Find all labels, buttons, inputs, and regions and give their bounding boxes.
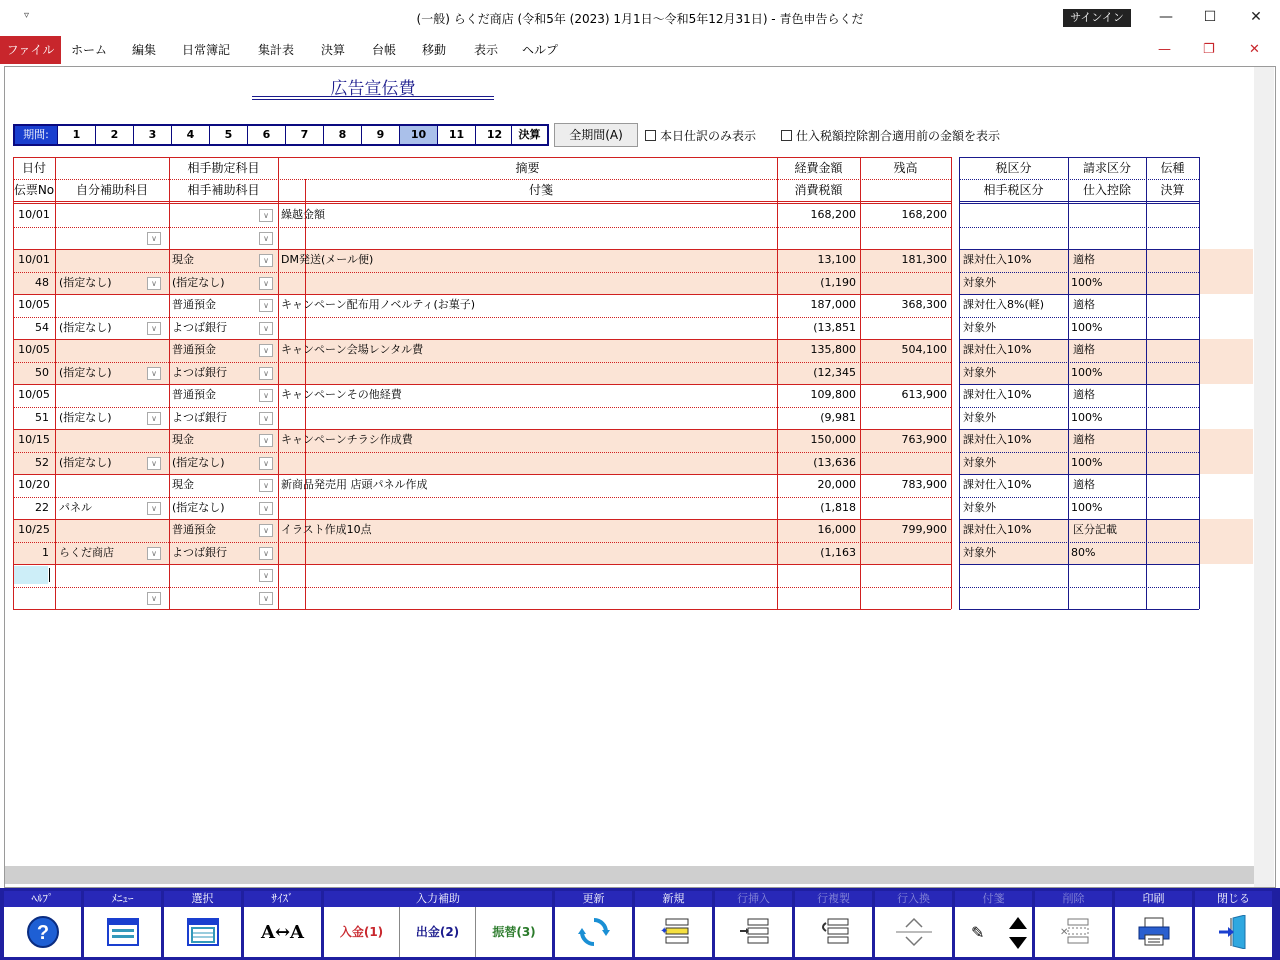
row-voucher-no[interactable]	[15, 587, 53, 609]
menu-view[interactable]: 表示	[473, 43, 498, 57]
menu-file[interactable]: ファイル	[0, 36, 61, 64]
transfer-button[interactable]: 振替(3)	[492, 925, 536, 939]
mdi-close-icon[interactable]: ✕	[1249, 42, 1260, 57]
grid-line	[959, 157, 960, 609]
row-own-sub[interactable]: (指定なし)	[59, 365, 112, 379]
row-balance[interactable]: 368,300	[901, 298, 947, 311]
row-summary[interactable]: キャンペーン会場レンタル費	[281, 343, 424, 356]
menu-button[interactable]	[84, 891, 161, 957]
row-summary[interactable]: イラスト作成10点	[281, 523, 372, 536]
all-period-button[interactable]: 全期間(A)	[554, 123, 638, 147]
grid-line	[13, 157, 14, 609]
row-counter-tax-class[interactable]: 対象外	[963, 365, 996, 379]
grid-line	[959, 157, 1199, 158]
new-row-icon	[635, 907, 712, 957]
row-date[interactable]: 10/20	[18, 478, 50, 491]
menu-window-icon	[84, 907, 161, 957]
refresh-label: 更新	[555, 891, 632, 907]
chevron-down-icon[interactable]: ∨	[147, 547, 161, 560]
row-balance[interactable]: 613,900	[901, 388, 947, 401]
period-label: 期間:	[15, 126, 57, 144]
row-tax-class[interactable]: 課対仕入10%	[963, 433, 1032, 446]
row-summary[interactable]: キャンペーンチラシ作成費	[281, 433, 413, 446]
delete-button[interactable]	[1035, 891, 1112, 957]
minimize-icon[interactable]: —	[1159, 9, 1173, 25]
row-amount[interactable]: 20,000	[817, 478, 856, 491]
only-today-label: 本日仕訳のみ表示	[660, 129, 757, 143]
row-counter-tax-class[interactable]: 対象外	[963, 275, 996, 289]
chevron-down-icon[interactable]: ∨	[147, 232, 161, 245]
period-month-7[interactable]: 7	[285, 126, 323, 144]
row-invoice-class[interactable]: 適格	[1073, 433, 1095, 446]
row-counter-sub[interactable]	[172, 227, 260, 249]
row-summary[interactable]: 新商品発売用 店頭パネル作成	[281, 478, 428, 491]
row-counter-tax-class[interactable]: 対象外	[963, 545, 996, 559]
tag-updown-icon[interactable]	[1007, 913, 1029, 953]
header-tax-amount: 消費税額	[794, 183, 843, 197]
header-counter-account: 相手勘定科目	[187, 161, 260, 175]
menu-help[interactable]: ヘルプ	[521, 43, 558, 57]
row-balance[interactable]: 763,900	[901, 433, 947, 446]
row-counter-sub[interactable]: (指定なし)	[172, 455, 225, 469]
chevron-down-icon[interactable]: ∨	[259, 502, 273, 515]
chevron-down-icon[interactable]: ∨	[259, 569, 273, 582]
row-tax-class[interactable]	[963, 204, 1067, 226]
close-button[interactable]	[1195, 891, 1272, 957]
grid-line	[13, 201, 951, 202]
chevron-down-icon[interactable]: ∨	[259, 367, 273, 380]
row-amount[interactable]	[777, 564, 860, 586]
menu-home[interactable]: ホーム	[70, 43, 107, 57]
row-amount[interactable]: 150,000	[810, 433, 856, 446]
row-summary[interactable]: キャンペーン配布用ノベルティ(お菓子)	[281, 298, 476, 311]
checkbox-icon[interactable]	[781, 130, 792, 141]
row-counter-tax-class[interactable]: 対象外	[963, 410, 996, 424]
row-counter-account[interactable]	[172, 204, 260, 226]
chevron-down-icon[interactable]: ∨	[259, 524, 273, 537]
expense-button[interactable]: 出金(2)	[400, 907, 476, 957]
chevron-down-icon[interactable]: ∨	[259, 322, 273, 335]
row-tax[interactable]	[777, 587, 860, 609]
row-tax-class[interactable]	[963, 564, 1067, 586]
row-summary[interactable]: キャンペーンその他経費	[281, 388, 402, 401]
row-tax-class[interactable]: 課対仕入10%	[963, 478, 1032, 491]
row-counter-sub[interactable]: よつば銀行	[172, 545, 227, 559]
mdi-restore-icon[interactable]: ❐	[1203, 42, 1215, 57]
chevron-down-icon[interactable]: ∨	[147, 592, 161, 605]
row-invoice-class[interactable]: 適格	[1073, 478, 1095, 491]
row-balance[interactable]: 504,100	[901, 343, 947, 356]
row-swap-button[interactable]	[875, 891, 952, 957]
row-amount[interactable]: 16,000	[817, 523, 856, 536]
print-button[interactable]	[1115, 891, 1192, 957]
row-tax-class[interactable]: 課対仕入10%	[963, 523, 1032, 536]
refresh-button[interactable]	[555, 891, 632, 957]
menu-closing[interactable]: 決算	[320, 43, 345, 57]
chevron-down-icon[interactable]: ∨	[259, 254, 273, 267]
close-label: 閉じる	[1195, 891, 1272, 907]
row-tax[interactable]: (1,163	[820, 545, 856, 559]
row-counter-tax-class[interactable]	[963, 227, 1067, 249]
row-copy-label: 行複製	[795, 891, 872, 907]
chevron-down-icon[interactable]: ∨	[259, 389, 273, 402]
new-button[interactable]	[635, 891, 712, 957]
chevron-down-icon[interactable]: ∨	[259, 232, 273, 245]
menu-move[interactable]: 移動	[421, 43, 446, 57]
row-copy-icon	[795, 907, 872, 957]
chevron-down-icon[interactable]: ∨	[259, 299, 273, 312]
header-voucher-no: 伝票No	[13, 183, 55, 197]
tag-button[interactable]	[955, 891, 1032, 957]
chevron-down-icon[interactable]: ∨	[259, 434, 273, 447]
grid-line	[959, 179, 1199, 180]
header-voucher-type: 伝種	[1160, 161, 1185, 175]
window-title: (一般) らくだ商店 (令和5年 (2023) 1月1日～令和5年12月31日) - 青色申告らくだ	[416, 12, 864, 26]
row-own-sub[interactable]: (指定なし)	[59, 320, 112, 334]
row-summary[interactable]: DM発送(メール便)	[281, 253, 374, 266]
signin-button[interactable]: サインイン	[1063, 9, 1131, 27]
income-button[interactable]: 入金(1)	[324, 907, 400, 957]
chevron-down-icon[interactable]: ∨	[259, 547, 273, 560]
row-counter-account[interactable]: 現金	[172, 253, 194, 266]
header-invoice-class: 請求区分	[1082, 161, 1131, 175]
row-counter-tax-class[interactable]: 対象外	[963, 500, 996, 514]
grid-line	[278, 157, 279, 609]
row-voucher-no[interactable]: 48	[35, 275, 49, 289]
select-label: 選択	[164, 891, 241, 907]
row-tax[interactable]: (12,345	[813, 365, 856, 379]
row-date[interactable]: 10/05	[18, 298, 50, 311]
print-label: 印刷	[1115, 891, 1192, 907]
row-tax[interactable]: (1,190	[820, 275, 856, 289]
row-summary[interactable]	[281, 564, 775, 586]
row-amount[interactable]: 13,100	[817, 253, 856, 266]
row-counter-account[interactable]: 現金	[172, 478, 194, 491]
row-tax[interactable]: (9,981	[820, 410, 856, 424]
chevron-down-icon[interactable]: ∨	[259, 277, 273, 290]
header-purchase-deduction: 仕入控除	[1082, 183, 1131, 197]
row-swap-label: 行入換	[875, 891, 952, 907]
period-month-6[interactable]: 6	[247, 126, 285, 144]
row-own-sub[interactable]: パネル	[59, 500, 92, 514]
svg-text:✕: ✕	[1059, 927, 1068, 938]
help-button[interactable]	[4, 891, 81, 957]
row-invoice-class[interactable]: 適格	[1073, 253, 1095, 266]
row-voucher-no[interactable]: 1	[42, 545, 49, 559]
printer-icon	[1115, 907, 1192, 957]
vertical-scrollbar[interactable]	[1254, 67, 1274, 887]
row-deduction[interactable]: 100%	[1071, 500, 1103, 514]
grid-line	[55, 157, 56, 609]
row-balance[interactable]: 799,900	[901, 523, 947, 536]
row-voucher-no[interactable]: 54	[35, 320, 49, 334]
checkbox-icon[interactable]	[645, 130, 656, 141]
row-tax-class[interactable]: 課対仕入10%	[963, 388, 1032, 401]
row-date[interactable]: 10/01	[18, 253, 50, 266]
row-counter-account[interactable]: 普通預金	[172, 298, 216, 311]
grid-line	[959, 201, 1199, 202]
row-deduction[interactable]: 100%	[1071, 275, 1103, 289]
grid-line	[169, 157, 170, 609]
row-deduction[interactable]	[1071, 227, 1143, 249]
row-date[interactable]: 10/05	[18, 388, 50, 401]
row-voucher-no[interactable]: 50	[35, 365, 49, 379]
row-invoice-class[interactable]	[1073, 204, 1145, 226]
select-button[interactable]	[164, 891, 241, 957]
period-month-11[interactable]: 11	[437, 126, 475, 144]
chevron-down-icon[interactable]: ∨	[147, 277, 161, 290]
grid-line	[13, 157, 951, 158]
row-deduction[interactable]: 100%	[1071, 410, 1103, 424]
period-month-3[interactable]: 3	[133, 126, 171, 144]
quick-access-icon[interactable]: ▿	[24, 10, 30, 21]
row-deduction[interactable]: 100%	[1071, 365, 1103, 379]
show-before-tax-label: 仕入税額控除割合適用前の金額を表示	[796, 129, 1001, 143]
tag-label: 付箋	[955, 891, 1032, 907]
row-counter-tax-class[interactable]: 対象外	[963, 320, 996, 334]
chevron-down-icon[interactable]: ∨	[147, 412, 161, 425]
row-counter-account[interactable]: 普通預金	[172, 523, 216, 536]
row-own-sub[interactable]: (指定なし)	[59, 410, 112, 424]
row-balance[interactable]: 783,900	[901, 478, 947, 491]
row-swap-icon	[875, 907, 952, 957]
header-counter-tax-class: 相手税区分	[983, 183, 1044, 197]
row-counter-account[interactable]: 普通預金	[172, 343, 216, 356]
chevron-down-icon[interactable]: ∨	[259, 344, 273, 357]
period-month-2[interactable]: 2	[95, 126, 133, 144]
menu-edit[interactable]: 編集	[131, 43, 156, 57]
row-voucher-no[interactable]: 22	[35, 500, 49, 514]
row-invoice-class[interactable]: 区分記載	[1073, 523, 1117, 536]
period-month-12[interactable]: 12	[475, 126, 513, 144]
chevron-down-icon[interactable]: ∨	[259, 412, 273, 425]
row-counter-sub[interactable]: よつば銀行	[172, 365, 227, 379]
menu-label: ﾒﾆｭｰ	[84, 891, 161, 907]
grid-line	[1199, 157, 1200, 609]
bottom-toolbar	[0, 888, 1280, 960]
maximize-icon[interactable]: ☐	[1203, 9, 1217, 25]
header-counter-sub: 相手補助科目	[187, 183, 260, 197]
title-bar	[0, 0, 1280, 36]
chevron-down-icon[interactable]: ∨	[259, 209, 273, 222]
row-counter-account[interactable]: 普通預金	[172, 388, 216, 401]
select-list-icon	[164, 907, 241, 957]
period-closing[interactable]: 決算	[511, 126, 547, 144]
row-deduction[interactable]: 80%	[1071, 545, 1096, 559]
header-tax-class: 税区分	[995, 161, 1032, 175]
size-button[interactable]	[244, 891, 321, 957]
period-month-9[interactable]: 9	[361, 126, 399, 144]
chevron-down-icon[interactable]: ∨	[147, 367, 161, 380]
row-counter-tax-class[interactable]	[963, 587, 1067, 609]
row-counter-sub[interactable]	[172, 587, 260, 609]
menu-summary[interactable]: 集計表	[257, 43, 294, 57]
chevron-down-icon[interactable]: ∨	[259, 592, 273, 605]
row-invoice-class[interactable]: 適格	[1073, 298, 1095, 311]
row-counter-account[interactable]	[172, 564, 260, 586]
row-tax[interactable]	[777, 227, 860, 249]
period-month-4[interactable]: 4	[171, 126, 209, 144]
period-month-5[interactable]: 5	[209, 126, 247, 144]
period-month-1[interactable]: 1	[57, 126, 95, 144]
row-amount[interactable]: 187,000	[810, 298, 856, 311]
row-own-sub[interactable]: (指定なし)	[59, 455, 112, 469]
horizontal-scrollbar[interactable]	[5, 866, 1254, 884]
exit-door-icon	[1195, 907, 1272, 957]
header-date: 日付	[21, 161, 46, 175]
grid-line	[1068, 157, 1069, 609]
row-amount[interactable]: 135,800	[810, 343, 856, 356]
tag-icon: ✎	[971, 922, 985, 942]
row-balance[interactable]: 181,300	[901, 253, 947, 266]
chevron-down-icon[interactable]: ∨	[147, 322, 161, 335]
period-month-10[interactable]: 10	[399, 126, 437, 144]
row-tax-class[interactable]: 課対仕入10%	[963, 343, 1032, 356]
row-balance[interactable]: 168,200	[901, 208, 947, 221]
header-tag: 付箋	[528, 183, 553, 197]
grid-line	[1146, 157, 1147, 609]
row-deduction[interactable]	[1071, 587, 1143, 609]
row-own-sub[interactable]	[59, 227, 149, 249]
row-tax[interactable]: (13,636	[813, 455, 856, 469]
grid-line	[951, 157, 952, 609]
row-insert-button[interactable]	[715, 891, 792, 957]
delete-row-icon	[1035, 907, 1112, 957]
chevron-down-icon[interactable]: ∨	[147, 457, 161, 470]
row-counter-tax-class[interactable]: 対象外	[963, 455, 996, 469]
grid-line	[959, 609, 1199, 610]
menu-bar	[0, 36, 1280, 64]
row-deduction[interactable]: 100%	[1071, 455, 1103, 469]
row-amount[interactable]: 168,200	[810, 208, 856, 221]
help-label: ﾍﾙﾌﾟ	[4, 891, 81, 907]
row-amount[interactable]: 109,800	[810, 388, 856, 401]
row-counter-sub[interactable]: よつば銀行	[172, 320, 227, 334]
grid-line	[13, 609, 951, 610]
header-own-sub: 自分補助科目	[75, 183, 148, 197]
input-assist-group	[324, 891, 552, 957]
only-today-checkbox[interactable]	[645, 127, 756, 144]
row-voucher-no[interactable]: 52	[35, 455, 49, 469]
row-tax-class[interactable]: 課対仕入10%	[963, 253, 1032, 266]
row-counter-sub[interactable]: よつば銀行	[172, 410, 227, 424]
row-tax-class[interactable]: 課対仕入8%(軽)	[963, 298, 1045, 311]
close-icon[interactable]: ✕	[1250, 9, 1262, 25]
header-summary: 摘要	[515, 161, 540, 175]
row-counter-sub[interactable]: (指定なし)	[172, 500, 225, 514]
row-counter-sub[interactable]: (指定なし)	[172, 275, 225, 289]
row-own-sub[interactable]	[59, 587, 149, 609]
row-deduction[interactable]: 100%	[1071, 320, 1103, 334]
chevron-down-icon[interactable]: ∨	[259, 457, 273, 470]
show-before-tax-checkbox[interactable]	[781, 127, 1000, 144]
help-icon	[4, 907, 81, 957]
row-own-sub[interactable]: (指定なし)	[59, 275, 112, 289]
mdi-minimize-icon[interactable]: —	[1158, 42, 1171, 57]
header-closing: 決算	[1160, 183, 1185, 197]
row-summary[interactable]: 繰越金額	[281, 208, 325, 221]
row-invoice-class[interactable]	[1073, 564, 1145, 586]
row-own-sub[interactable]: らくだ商店	[59, 545, 114, 559]
svg-text:?: ?	[36, 922, 49, 944]
row-voucher-no[interactable]: 51	[35, 410, 49, 424]
size-label: ｻｲｽﾞ	[244, 891, 321, 907]
row-invoice-class[interactable]: 適格	[1073, 343, 1095, 356]
row-tax[interactable]: (1,818	[820, 500, 856, 514]
header-expense: 経費金額	[794, 161, 843, 175]
row-insert-icon	[715, 907, 792, 957]
delete-label: 削除	[1035, 891, 1112, 907]
row-date[interactable]: 10/01	[18, 208, 50, 221]
menu-ledger[interactable]: 台帳	[371, 43, 396, 57]
row-date[interactable]: 10/25	[18, 523, 50, 536]
row-counter-account[interactable]: 現金	[172, 433, 194, 446]
chevron-down-icon[interactable]: ∨	[147, 502, 161, 515]
input-assist-label: 入力補助	[324, 891, 552, 907]
menu-daily-book[interactable]: 日常簿記	[181, 43, 230, 57]
row-date[interactable]: 10/15	[18, 433, 50, 446]
title-underline	[252, 96, 494, 100]
period-selector	[13, 124, 549, 146]
refresh-icon	[555, 907, 632, 957]
active-cell[interactable]	[14, 566, 48, 584]
row-insert-label: 行挿入	[715, 891, 792, 907]
row-balance[interactable]	[860, 564, 951, 586]
new-label: 新規	[635, 891, 712, 907]
row-copy-button[interactable]	[795, 891, 872, 957]
row-voucher-no[interactable]	[15, 227, 53, 249]
page-title: 広告宣伝費	[330, 79, 416, 99]
text-cursor	[49, 568, 50, 582]
grid-line	[13, 179, 951, 180]
chevron-down-icon[interactable]: ∨	[259, 479, 273, 492]
svg-text:✦: ✦	[659, 926, 668, 937]
row-invoice-class[interactable]: 適格	[1073, 388, 1095, 401]
row-tax[interactable]: (13,851	[813, 320, 856, 334]
row-date[interactable]: 10/05	[18, 343, 50, 356]
font-size-icon: A↔A	[260, 921, 304, 943]
period-month-8[interactable]: 8	[323, 126, 361, 144]
header-balance: 残高	[893, 161, 918, 175]
